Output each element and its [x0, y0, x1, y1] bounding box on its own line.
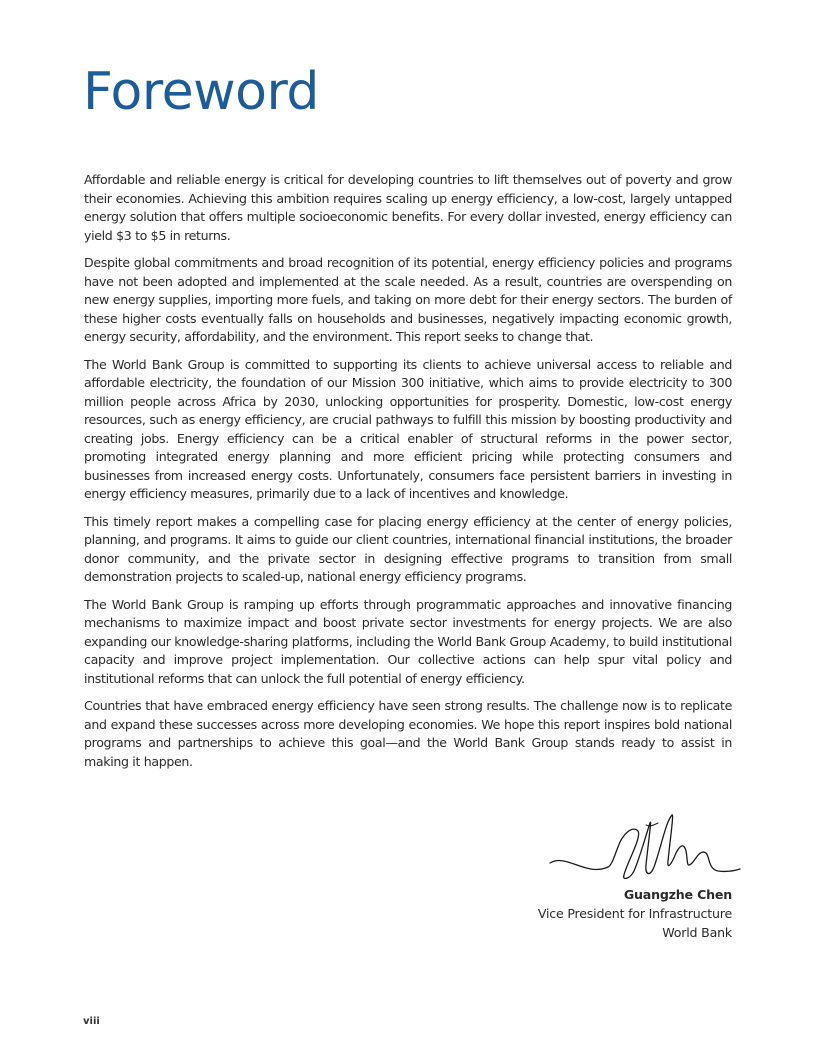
- paragraph-2: Despite global commitments and broad recognition of its potential, energy efficiency policies and programs have not been adopted and implemented at the scale needed. As a result, countries are overspending on new energy supplies, importing more fuels, and taking on more debt for their energy sectors. The burden of these higher costs eventually falls on households and businesses, negatively impacting economic growth, energy security, affordability, and the environment. This report seeks to change that.: [84, 255, 732, 344]
- signatory-name: Guangzhe Chen: [623, 887, 732, 902]
- signature-image: [546, 805, 746, 885]
- paragraph-6: Countries that have embraced energy efficiency have seen strong results. The challenge now is to replicate and expand these successes across more developing economies. We hope this report inspires bold national programs and partnerships to achieve this goal—and the World Bank Group stands ready to assist in making it happen.: [84, 698, 732, 769]
- paragraph-3: The World Bank Group is committed to supporting its clients to achieve universal access to reliable and affordable electricity, the foundation of our Mission 300 initiative, which aims to provide electricity to 300 million people across Africa by 2030, unlocking opportunities for prosperity. Domestic, low-cost energy resources, such as energy efficiency, are crucial pathways to fulfill this mission by boosting productivity and creating jobs. Energy efficiency can be a critical enabler of structural reforms in the power sector, promoting integrated energy planning and more efficient pricing while protecting consumers and businesses from increased energy costs. Unfortunately, consumers face persistent barriers in investing in energy efficiency measures, primarily due to a lack of incentives and knowledge.: [84, 356, 732, 501]
- paragraph-4: This timely report makes a compelling case for placing energy efficiency at the center of energy policies, planning, and programs. It aims to guide our client countries, international financial institutions, the broader donor community, and the private sector in designing effective programs to transition from small demonstration projects to scaled-up, national energy efficiency programs.: [84, 513, 732, 584]
- signature-block: [538, 885, 732, 942]
- signatory-organization: World Bank: [662, 925, 732, 940]
- signatory-title: Vice President for Infrastructure: [537, 906, 732, 921]
- paragraph-1: Affordable and reliable energy is critical for developing countries to lift themselves out of poverty and grow their economies. Achieving this ambition requires scaling up energy efficiency, a low-cost, largely untapped energy solution that offers multiple socioeconomic benefits. For every dollar invested, energy efficiency can yield $3 to $5 in returns.: [84, 172, 732, 243]
- foreword-body: [84, 171, 732, 780]
- paragraph-5: The World Bank Group is ramping up efforts through programmatic approaches and innovative financing mechanisms to maximize impact and boost private sector investments for energy projects. We are also expanding our knowledge-sharing platforms, including the World Bank Group Academy, to build institutional capacity and improve project implementation. Our collective actions can help spur vital policy and institutional reforms that can unlock the full potential of energy efficiency.: [84, 596, 732, 686]
- page-number: viii: [83, 1016, 100, 1027]
- page-title: Foreword: [83, 62, 319, 122]
